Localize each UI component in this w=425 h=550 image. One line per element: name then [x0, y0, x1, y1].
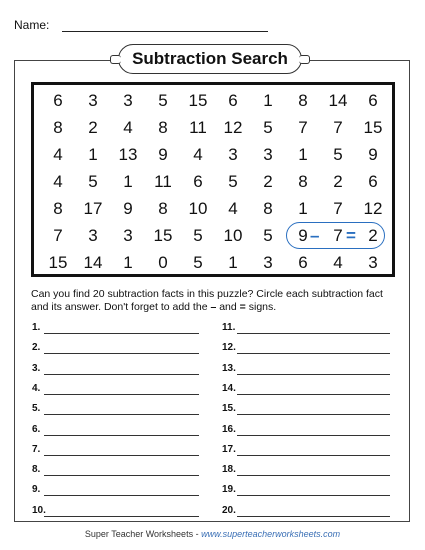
answer-blank[interactable] — [44, 495, 199, 496]
grid-cell[interactable]: 6 — [193, 172, 203, 191]
instructions — [31, 288, 401, 314]
grid-cell[interactable]: 7 — [333, 118, 343, 137]
instructions-text: and its answer. Don't forget to add the — [31, 301, 208, 313]
answer-blank[interactable] — [44, 455, 199, 456]
grid-cell[interactable]: 15 — [363, 118, 383, 137]
answer-blank[interactable] — [237, 475, 390, 476]
grid-cell[interactable]: 3 — [88, 226, 98, 245]
answer-number: 7. — [32, 443, 41, 455]
grid-cell[interactable]: 17 — [83, 199, 103, 218]
example-minus-sign: – — [310, 226, 320, 245]
grid-cell[interactable]: 14 — [328, 91, 348, 110]
grid-cell[interactable]: 2 — [263, 172, 273, 191]
grid-cell[interactable]: 1 — [123, 172, 133, 191]
grid-cell[interactable]: 8 — [53, 118, 63, 137]
instructions-end: signs. — [248, 301, 277, 313]
grid-cell[interactable]: 1 — [298, 199, 308, 218]
footer-text: Super Teacher Worksheets - — [84, 529, 202, 539]
grid-cell[interactable]: 1 — [263, 91, 273, 110]
page-title-banner — [118, 44, 302, 74]
answer-line[interactable] — [222, 342, 236, 353]
answer-number: 1. — [32, 322, 41, 333]
grid-cell[interactable]: 4 — [228, 199, 238, 218]
grid-cell[interactable]: 10 — [223, 226, 243, 245]
grid-cell[interactable]: 5 — [333, 145, 343, 164]
answer-number: 19. — [222, 484, 236, 496]
grid-cell[interactable]: 4 — [193, 145, 203, 164]
grid-cell[interactable]: 2 — [333, 172, 343, 191]
grid-cell[interactable]: 12 — [363, 199, 383, 218]
answer-number: 6. — [32, 423, 41, 435]
grid-cell[interactable]: 1 — [228, 253, 238, 272]
answer-line[interactable] — [222, 484, 236, 495]
name-label: Name: — [14, 18, 50, 32]
footer — [0, 529, 425, 539]
answer-number: 2. — [32, 342, 41, 354]
answer-line[interactable] — [222, 444, 236, 455]
answer-number: 11. — [222, 322, 236, 333]
grid-cell[interactable]: 1 — [123, 253, 133, 272]
instructions-line-2 — [31, 301, 401, 314]
answer-line[interactable] — [32, 322, 40, 333]
page-title: Subtraction Search — [132, 49, 288, 68]
grid-cell[interactable]: 7 — [333, 199, 343, 218]
answer-line[interactable] — [222, 403, 236, 414]
grid-cell[interactable]: 15 — [153, 226, 173, 245]
instructions-and: and — [219, 301, 237, 313]
grid-cell[interactable]: 9 — [123, 199, 133, 218]
answer-blank[interactable] — [237, 495, 390, 496]
grid-cell[interactable]: 9 — [158, 145, 168, 164]
answer-blank[interactable] — [237, 516, 390, 517]
answer-number: 5. — [32, 403, 41, 415]
grid-cell[interactable]: 5 — [193, 253, 203, 272]
answer-number: 12. — [222, 342, 236, 354]
answer-line[interactable] — [32, 505, 46, 516]
grid-cell[interactable]: 4 — [123, 118, 133, 137]
name-field[interactable] — [62, 31, 268, 32]
grid-cell[interactable]: 7 — [53, 226, 63, 245]
answer-number: 14. — [222, 382, 236, 394]
grid-row — [34, 249, 392, 276]
grid-cell[interactable]: 2 — [368, 226, 378, 245]
answer-number: 18. — [222, 464, 236, 476]
grid-cell[interactable]: 3 — [368, 253, 378, 272]
grid-cell[interactable]: 6 — [228, 91, 238, 110]
grid-cell[interactable]: 5 — [158, 91, 168, 110]
instructions-minus: – — [210, 301, 217, 313]
grid-cell[interactable]: 5 — [263, 226, 273, 245]
grid-cell[interactable]: 8 — [298, 172, 308, 191]
example-equals-sign: = — [346, 226, 356, 245]
grid-row — [34, 195, 392, 222]
grid-cell[interactable]: 8 — [158, 199, 168, 218]
grid-cell[interactable]: 13 — [118, 145, 138, 164]
answer-blank[interactable] — [44, 394, 199, 395]
answer-blank[interactable] — [44, 374, 199, 375]
grid-cell[interactable]: 3 — [263, 253, 273, 272]
answer-blank[interactable] — [237, 394, 390, 395]
footer-site-link[interactable]: www.superteacherworksheets.com — [201, 529, 341, 539]
grid-cell[interactable]: 8 — [53, 199, 63, 218]
answer-number: 20. — [222, 504, 236, 516]
answer-blank[interactable] — [44, 475, 199, 476]
grid-cell[interactable]: 6 — [298, 253, 308, 272]
answer-blank[interactable] — [44, 353, 199, 354]
answer-line[interactable] — [32, 342, 40, 353]
answer-line[interactable] — [32, 403, 40, 414]
answer-number: 17. — [222, 443, 236, 455]
instructions-line-1: Can you find 20 subtraction facts in this puzzle? Circle each subtraction fact — [31, 288, 383, 300]
answer-blank[interactable] — [44, 333, 199, 334]
grid-cell[interactable]: 9 — [298, 226, 308, 245]
instructions-equals: = — [239, 301, 246, 313]
grid-cell[interactable]: 5 — [88, 172, 98, 191]
answer-line[interactable] — [32, 444, 40, 455]
grid-cell[interactable]: 8 — [298, 91, 308, 110]
answer-line[interactable] — [32, 464, 40, 475]
grid-cell[interactable]: 4 — [53, 172, 63, 191]
grid-cell[interactable]: 5 — [193, 226, 203, 245]
grid-cell[interactable]: 3 — [123, 226, 133, 245]
grid-cell[interactable]: 11 — [189, 118, 207, 137]
grid-cell[interactable]: 8 — [263, 199, 273, 218]
grid-cell[interactable]: 7 — [333, 226, 343, 245]
answer-line[interactable] — [222, 505, 236, 516]
grid-cell[interactable]: 3 — [263, 145, 273, 164]
answer-number: 15. — [222, 403, 236, 415]
grid-cell[interactable]: 1 — [298, 145, 308, 164]
answer-number: 13. — [222, 362, 236, 374]
answer-number: 4. — [32, 382, 41, 394]
grid-cell[interactable]: 3 — [228, 145, 238, 164]
answer-blank[interactable] — [237, 455, 390, 456]
answer-blank[interactable] — [44, 435, 199, 436]
grid-cell[interactable]: 2 — [88, 118, 98, 137]
grid-cell[interactable]: 5 — [228, 172, 238, 191]
grid-cell[interactable]: 14 — [83, 253, 103, 272]
grid-cell[interactable]: 5 — [263, 118, 273, 137]
grid-cell[interactable]: 7 — [298, 118, 308, 137]
grid-cell[interactable]: 15 — [188, 91, 208, 110]
answer-blank[interactable] — [44, 414, 199, 415]
answer-blank[interactable] — [237, 435, 390, 436]
grid-cell[interactable]: 1 — [88, 145, 98, 164]
answer-blank[interactable] — [44, 516, 199, 517]
answer-number: 10. — [32, 504, 46, 516]
banner-left-ribbon — [110, 55, 121, 64]
answer-line[interactable] — [32, 363, 40, 374]
answer-blank[interactable] — [237, 414, 390, 415]
grid-cell[interactable]: 3 — [123, 91, 133, 110]
grid-cell[interactable]: 10 — [188, 199, 208, 218]
grid-cell[interactable]: 6 — [368, 172, 378, 191]
grid-cell[interactable]: 4 — [333, 253, 343, 272]
grid-row — [34, 87, 392, 114]
answer-number: 16. — [222, 423, 236, 435]
grid-cell[interactable]: 9 — [368, 145, 378, 164]
answer-number: 9. — [32, 484, 41, 496]
answer-line[interactable] — [32, 424, 40, 435]
answer-line[interactable] — [222, 383, 236, 394]
grid-cell[interactable]: 6 — [53, 91, 63, 110]
answer-line[interactable] — [32, 383, 40, 394]
answer-line[interactable] — [222, 363, 236, 374]
grid-cell[interactable]: 11 — [154, 172, 172, 191]
answer-line[interactable] — [222, 424, 236, 435]
banner-right-ribbon — [299, 55, 310, 64]
grid-row — [34, 114, 392, 141]
example-circle — [286, 222, 385, 249]
answer-line[interactable] — [222, 464, 236, 475]
grid-cell[interactable]: 15 — [48, 253, 68, 272]
answer-blank[interactable] — [237, 374, 390, 375]
answer-blank[interactable] — [237, 333, 390, 334]
answer-number: 3. — [32, 362, 41, 374]
grid-row — [34, 168, 392, 195]
answer-line[interactable] — [222, 322, 235, 333]
grid-cell[interactable]: 3 — [88, 91, 98, 110]
answer-number: 8. — [32, 464, 41, 476]
answer-blank[interactable] — [237, 353, 390, 354]
grid-cell[interactable]: 4 — [53, 145, 63, 164]
grid-row — [34, 141, 392, 168]
grid-cell[interactable]: 6 — [368, 91, 378, 110]
grid-cell[interactable]: 12 — [223, 118, 243, 137]
answer-line[interactable] — [32, 484, 40, 495]
grid-cell[interactable]: 8 — [158, 118, 168, 137]
grid-cell[interactable]: 0 — [158, 253, 168, 272]
